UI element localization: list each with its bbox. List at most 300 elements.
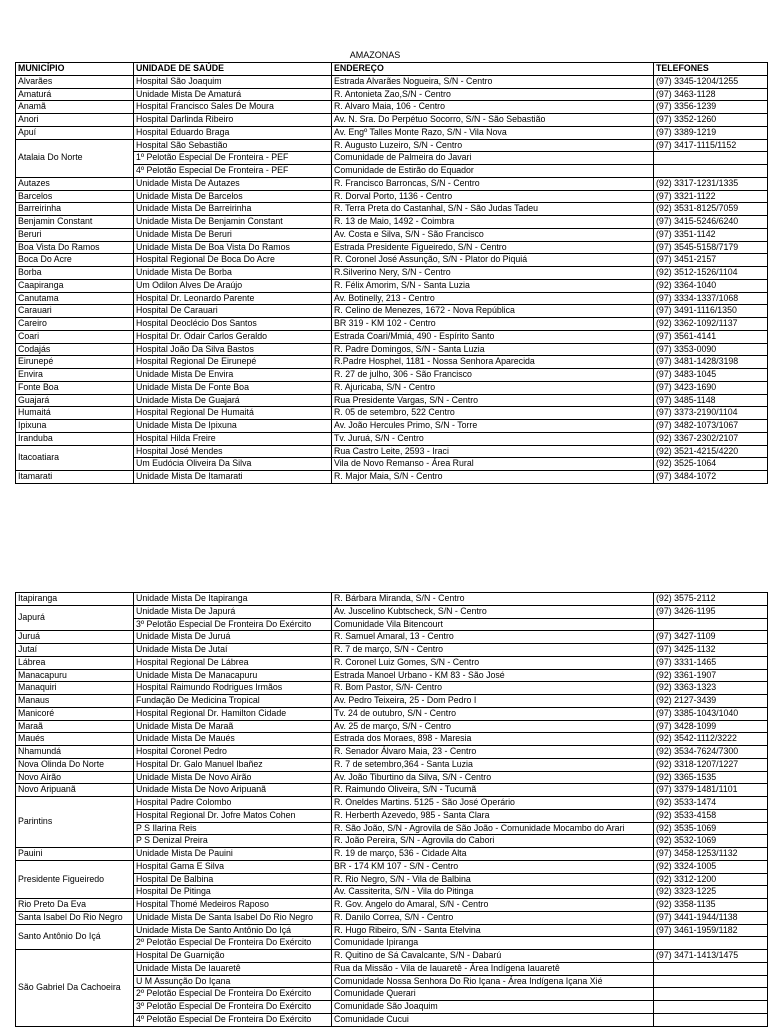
column-header-endereco: ENDEREÇO xyxy=(332,63,654,76)
phone-cell xyxy=(654,988,768,1001)
phone-cell: (97) 3351-1142 xyxy=(654,228,768,241)
address-cell: Vila de Novo Remanso - Área Rural xyxy=(332,458,654,471)
address-cell: R. Herberth Azevedo, 985 - Santa Clara xyxy=(332,809,654,822)
address-cell: R. São João, S/N - Agrovila de São João - Comunidade Mocambo do Arari xyxy=(332,822,654,835)
municipality-cell: Eirunepé xyxy=(16,356,134,369)
health-unit-cell: Unidade Mista De Barreirinha xyxy=(134,203,332,216)
health-unit-cell: Unidade Mista De Novo Aripuanã xyxy=(134,784,332,797)
table-row xyxy=(16,203,768,216)
municipality-cell: Manicoré xyxy=(16,707,134,720)
municipality-cell: Presidente Figueiredo xyxy=(16,860,134,898)
address-cell: R. Raimundo Oliveira, S/N - Tucumã xyxy=(332,784,654,797)
health-unit-cell: Unidade Mista De Manacapuru xyxy=(134,669,332,682)
phone-cell xyxy=(654,1013,768,1026)
table-row xyxy=(16,899,768,912)
address-cell: R. Senador Álvaro Maia, 23 - Centro xyxy=(332,746,654,759)
table-row xyxy=(16,254,768,267)
municipality-cell: Japurá xyxy=(16,605,134,631)
address-cell: R. Oneldes Martins. 5125 - São José Operário xyxy=(332,797,654,810)
phone-cell: (97) 3484-1072 xyxy=(654,471,768,484)
address-cell: R. Major Maia, S/N - Centro xyxy=(332,471,654,484)
table-row xyxy=(16,733,768,746)
municipality-cell: Beruri xyxy=(16,228,134,241)
health-unit-cell: Hospital João Da Silva Bastos xyxy=(134,343,332,356)
phone-cell: (97) 3353-0090 xyxy=(654,343,768,356)
phone-cell: (92) 3323-1225 xyxy=(654,886,768,899)
table-row xyxy=(16,848,768,861)
municipality-cell: Jutaí xyxy=(16,644,134,657)
phone-cell: (92) 3533-4158 xyxy=(654,809,768,822)
table-row xyxy=(16,216,768,229)
table-row xyxy=(16,279,768,292)
address-cell: R. 13 de Maio, 1492 - Coimbra xyxy=(332,216,654,229)
health-unit-cell: 3º Pelotão Especial De Fronteira Do Exército xyxy=(134,1001,332,1014)
table-row xyxy=(16,241,768,254)
health-units-table-2 xyxy=(15,592,768,1027)
health-unit-cell: Unidade Mista De Itapiranga xyxy=(134,593,332,606)
phone-cell: (97) 3423-1690 xyxy=(654,381,768,394)
table-row xyxy=(16,343,768,356)
health-unit-cell: Hospital Regional De Eirunepé xyxy=(134,356,332,369)
table-row xyxy=(16,758,768,771)
health-unit-cell: Unidade Mista De Borba xyxy=(134,267,332,280)
health-unit-cell: Hospital Regional De Lábrea xyxy=(134,656,332,669)
health-unit-cell: Hospital Padre Colombo xyxy=(134,797,332,810)
table-row xyxy=(16,605,768,618)
phone-cell: (97) 3331-1465 xyxy=(654,656,768,669)
health-unit-cell: Hospital De Guarnição xyxy=(134,950,332,963)
health-unit-cell: Hospital Deoclécio Dos Santos xyxy=(134,318,332,331)
address-cell: R. 27 de julho, 306 - São Francisco xyxy=(332,369,654,382)
health-unit-cell: Hospital Regional Dr. Hamilton Cidade xyxy=(134,707,332,720)
phone-cell: (97) 3561-4141 xyxy=(654,330,768,343)
health-unit-cell: Hospital Raimundo Rodrigues Irmãos xyxy=(134,682,332,695)
municipality-cell: Pauini xyxy=(16,848,134,861)
municipality-cell: Itamarati xyxy=(16,471,134,484)
address-cell: R. Dorval Porto, 1136 - Centro xyxy=(332,190,654,203)
table-row xyxy=(16,75,768,88)
address-cell: Av. João Hercules Primo, S/N - Torre xyxy=(332,420,654,433)
phone-cell: (97) 3458-1253/1132 xyxy=(654,848,768,861)
column-header-telefones: TELEFONES xyxy=(654,63,768,76)
municipality-cell: Iranduba xyxy=(16,432,134,445)
municipality-cell: Itapiranga xyxy=(16,593,134,606)
phone-cell: (92) 3365-1535 xyxy=(654,771,768,784)
phone-cell xyxy=(654,152,768,165)
municipality-cell: Lábrea xyxy=(16,656,134,669)
address-cell: Av. Cassiterita, S/N - Vila do Pitinga xyxy=(332,886,654,899)
health-unit-cell: Um Eudócia Oliveira Da Silva xyxy=(134,458,332,471)
table-row xyxy=(16,656,768,669)
phone-cell: (97) 3385-1043/1040 xyxy=(654,707,768,720)
municipality-cell: Boa Vista Do Ramos xyxy=(16,241,134,254)
phone-cell xyxy=(654,165,768,178)
municipality-cell: Ipixuna xyxy=(16,420,134,433)
phone-cell: (92) 2127-3439 xyxy=(654,695,768,708)
phone-cell: (92) 3317-1231/1335 xyxy=(654,177,768,190)
address-cell: Av. N. Sra. Do Perpétuo Socorro, S/N - São Sebastião xyxy=(332,114,654,127)
header-row xyxy=(16,63,768,76)
table-row xyxy=(16,797,768,810)
document-title: AMAZONAS xyxy=(349,50,401,60)
address-cell: Estrada Manoel Urbano - KM 83 - São José xyxy=(332,669,654,682)
phone-cell: (97) 3321-1122 xyxy=(654,190,768,203)
health-unit-cell: Hospital Regional De Boca Do Acre xyxy=(134,254,332,267)
table-row xyxy=(16,190,768,203)
phone-cell: (97) 3428-1099 xyxy=(654,720,768,733)
health-unit-cell: Hospital Regional De Humaitá xyxy=(134,407,332,420)
address-cell: R. 05 de setembro, 522 Centro xyxy=(332,407,654,420)
table-row xyxy=(16,644,768,657)
address-cell: Comunidade Nossa Senhora Do Rio Içana - Área Indígena Içana Xié xyxy=(332,975,654,988)
address-cell: R. Bárbara Miranda, S/N - Centro xyxy=(332,593,654,606)
health-unit-cell: Hospital Coronel Pedro xyxy=(134,746,332,759)
address-cell: Comunidade São Joaquim xyxy=(332,1001,654,1014)
health-unit-cell: U M Assunção Do Içana xyxy=(134,975,332,988)
health-unit-cell: Hospital Francisco Sales De Moura xyxy=(134,101,332,114)
municipality-cell: Novo Airão xyxy=(16,771,134,784)
address-cell: R. Félix Amorim, S/N - Santa Luzia xyxy=(332,279,654,292)
table-row xyxy=(16,88,768,101)
table-row xyxy=(16,950,768,963)
address-cell: Comunidade Vila Bitencourt xyxy=(332,618,654,631)
address-cell: Comunidade de Palmeira do Javari xyxy=(332,152,654,165)
table-row xyxy=(16,771,768,784)
health-unit-cell: 1º Pelotão Especial De Fronteira - PEF xyxy=(134,152,332,165)
address-cell: Estrada Presidente Figueiredo, S/N - Centro xyxy=(332,241,654,254)
address-cell: Estrada dos Moraes, 898 - Maresia xyxy=(332,733,654,746)
table-row xyxy=(16,471,768,484)
health-unit-cell: Um Odilon Alves De Araújo xyxy=(134,279,332,292)
address-cell: R. Quitino de Sá Cavalcante, S/N - Dabarú xyxy=(332,950,654,963)
table-row xyxy=(16,126,768,139)
phone-cell: (97) 3379-1481/1101 xyxy=(654,784,768,797)
address-cell: Estrada Coari/Mmiá, 490 - Espírito Santo xyxy=(332,330,654,343)
health-unit-cell: Unidade Mista De Iauaretê xyxy=(134,962,332,975)
health-unit-cell: 4º Pelotão Especial De Fronteira Do Exército xyxy=(134,1013,332,1026)
health-unit-cell: 2º Pelotão Especial De Fronteira Do Exército xyxy=(134,937,332,950)
table-row xyxy=(16,407,768,420)
phone-cell: (97) 3345-1204/1255 xyxy=(654,75,768,88)
phone-cell: (92) 3364-1040 xyxy=(654,279,768,292)
health-unit-cell: 2º Pelotão Especial De Fronteira Do Exército xyxy=(134,988,332,1001)
municipality-cell: Santo Antônio Do Içá xyxy=(16,924,134,950)
phone-cell: (92) 3532-1069 xyxy=(654,835,768,848)
phone-cell: (97) 3417-1115/1152 xyxy=(654,139,768,152)
table-row xyxy=(16,432,768,445)
phone-cell: (97) 3545-5158/7179 xyxy=(654,241,768,254)
address-cell: R. Celino de Menezes, 1672 - Nova República xyxy=(332,305,654,318)
health-unit-cell: 3º Pelotão Especial De Fronteira Do Exército xyxy=(134,618,332,631)
phone-cell: (92) 3363-1323 xyxy=(654,682,768,695)
health-unit-cell: Unidade Mista De Novo Airão xyxy=(134,771,332,784)
health-unit-cell: Unidade Mista De Amaturá xyxy=(134,88,332,101)
phone-cell: (97) 3373-2190/1104 xyxy=(654,407,768,420)
health-unit-cell: P S Ilarina Reis xyxy=(134,822,332,835)
health-units-table-1 xyxy=(15,62,768,484)
table-row xyxy=(16,114,768,127)
address-cell: R. João Pereira, S/N - Agrovila do Cabori xyxy=(332,835,654,848)
phone-cell xyxy=(654,975,768,988)
phone-cell: (92) 3521-4215/4220 xyxy=(654,445,768,458)
health-unit-cell: Hospital Darlinda Ribeiro xyxy=(134,114,332,127)
municipality-cell: Canutama xyxy=(16,292,134,305)
address-cell: R. Augusto Luzeiro, S/N - Centro xyxy=(332,139,654,152)
phone-cell xyxy=(654,1001,768,1014)
municipality-cell: Careiro xyxy=(16,318,134,331)
health-unit-cell: Unidade Mista De Maués xyxy=(134,733,332,746)
address-cell: Comunidade de Estirão do Equador xyxy=(332,165,654,178)
health-unit-cell: Hospital De Balbina xyxy=(134,873,332,886)
phone-cell: (97) 3426-1195 xyxy=(654,605,768,618)
phone-cell: (97) 3491-1116/1350 xyxy=(654,305,768,318)
health-unit-cell: Hospital Hilda Freire xyxy=(134,432,332,445)
health-unit-cell: Hospital De Pitinga xyxy=(134,886,332,899)
municipality-cell: Autazes xyxy=(16,177,134,190)
phone-cell: (97) 3461-1959/1182 xyxy=(654,924,768,937)
municipality-cell: Benjamin Constant xyxy=(16,216,134,229)
address-cell: R. Padre Domingos, S/N - Santa Luzia xyxy=(332,343,654,356)
address-cell: Av. Botinelly, 213 - Centro xyxy=(332,292,654,305)
address-cell: Comunidade Cucui xyxy=(332,1013,654,1026)
address-cell: Comunidade Ipiranga xyxy=(332,937,654,950)
address-cell: Av. Juscelino Kubtscheck, S/N - Centro xyxy=(332,605,654,618)
municipality-cell: Caapiranga xyxy=(16,279,134,292)
address-cell: R. 19 de março, 536 - Cidade Alta xyxy=(332,848,654,861)
municipality-cell: Barreirinha xyxy=(16,203,134,216)
phone-cell: (97) 3356-1239 xyxy=(654,101,768,114)
phone-cell: (97) 3471-1413/1475 xyxy=(654,950,768,963)
table-row xyxy=(16,381,768,394)
address-cell: R.Silverino Nery, S/N - Centro xyxy=(332,267,654,280)
phone-cell: (92) 3542-1112/3222 xyxy=(654,733,768,746)
phone-cell: (92) 3358-1135 xyxy=(654,899,768,912)
health-unit-cell: Unidade Mista De Japurá xyxy=(134,605,332,618)
phone-cell: (97) 3334-1337/1068 xyxy=(654,292,768,305)
health-unit-cell: Hospital São Sebastião xyxy=(134,139,332,152)
phone-cell: (97) 3481-1428/3198 xyxy=(654,356,768,369)
table-row xyxy=(16,445,768,458)
address-cell: R. Bom Pastor, S/N- Centro xyxy=(332,682,654,695)
address-cell: R. 7 de setembro,364 - Santa Luzia xyxy=(332,758,654,771)
health-unit-cell: Unidade Mista De Santa Isabel Do Rio Negro xyxy=(134,911,332,924)
phone-cell: (92) 3525-1064 xyxy=(654,458,768,471)
health-unit-cell: Unidade Mista De Itamarati xyxy=(134,471,332,484)
phone-cell: (92) 3361-1907 xyxy=(654,669,768,682)
address-cell: R. Coronel Luiz Gomes, S/N - Centro xyxy=(332,656,654,669)
address-cell: R. Danilo Correa, S/N - Centro xyxy=(332,911,654,924)
phone-cell: (92) 3362-1092/1137 xyxy=(654,318,768,331)
municipality-cell: Barcelos xyxy=(16,190,134,203)
table-row xyxy=(16,356,768,369)
health-unit-cell: Unidade Mista De Santo Antônio Do Içá xyxy=(134,924,332,937)
column-header-unidade: UNIDADE DE SAÚDE xyxy=(134,63,332,76)
municipality-cell: São Gabriel Da Cachoeira xyxy=(16,950,134,1027)
address-cell: R. Gov. Angelo do Amaral, S/N - Centro xyxy=(332,899,654,912)
table-row xyxy=(16,707,768,720)
address-cell: BR 319 - KM 102 - Centro xyxy=(332,318,654,331)
municipality-cell: Anori xyxy=(16,114,134,127)
address-cell: R. Coronel José Assunção, S/N - Plator do Piquiá xyxy=(332,254,654,267)
phone-cell: (97) 3482-1073/1067 xyxy=(654,420,768,433)
municipality-cell: Manacapuru xyxy=(16,669,134,682)
address-cell: R. Samuel Amaral, 13 - Centro xyxy=(332,631,654,644)
address-cell: Estrada Alvarães Nogueira, S/N - Centro xyxy=(332,75,654,88)
health-unit-cell: Unidade Mista De Beruri xyxy=(134,228,332,241)
municipality-cell: Novo Aripuanã xyxy=(16,784,134,797)
address-cell: Tv. 24 de outubro, S/N - Centro xyxy=(332,707,654,720)
phone-cell: (97) 3352-1260 xyxy=(654,114,768,127)
address-cell: R.Padre Hosphel, 1181 - Nossa Senhora Aparecida xyxy=(332,356,654,369)
table-row xyxy=(16,267,768,280)
table-row xyxy=(16,305,768,318)
health-unit-cell: Unidade Mista De Maraã xyxy=(134,720,332,733)
municipality-cell: Amaturá xyxy=(16,88,134,101)
table-row xyxy=(16,593,768,606)
phone-cell xyxy=(654,618,768,631)
table-row xyxy=(16,924,768,937)
table-row xyxy=(16,292,768,305)
health-unit-cell: Unidade Mista De Fonte Boa xyxy=(134,381,332,394)
address-cell: R. Antonieta Zao,S/N - Centro xyxy=(332,88,654,101)
health-unit-cell: Unidade Mista De Guajará xyxy=(134,394,332,407)
health-unit-cell: Unidade Mista De Benjamin Constant xyxy=(134,216,332,229)
address-cell: Rua Castro Leite, 2593 - Iraci xyxy=(332,445,654,458)
address-cell: Rua Presidente Vargas, S/N - Centro xyxy=(332,394,654,407)
address-cell: R. Francisco Barroncas, S/N - Centro xyxy=(332,177,654,190)
phone-cell: (92) 3534-7624/7300 xyxy=(654,746,768,759)
phone-cell: (97) 3441-1944/1138 xyxy=(654,911,768,924)
municipality-cell: Fonte Boa xyxy=(16,381,134,394)
municipality-cell: Apuí xyxy=(16,126,134,139)
table-row xyxy=(16,746,768,759)
phone-cell: (97) 3463-1128 xyxy=(654,88,768,101)
phone-cell: (92) 3367-2302/2107 xyxy=(654,432,768,445)
health-unit-cell: Unidade Mista De Juruá xyxy=(134,631,332,644)
phone-cell: (92) 3512-1526/1104 xyxy=(654,267,768,280)
table-row xyxy=(16,631,768,644)
table-row xyxy=(16,669,768,682)
table-row xyxy=(16,330,768,343)
phone-cell: (92) 3312-1200 xyxy=(654,873,768,886)
address-cell: Av. João Tiburtino da Silva, S/N - Centro xyxy=(332,771,654,784)
table-row xyxy=(16,860,768,873)
health-unit-cell: Unidade Mista De Envira xyxy=(134,369,332,382)
municipality-cell: Manaus xyxy=(16,695,134,708)
health-unit-cell: P S Denizal Preira xyxy=(134,835,332,848)
health-unit-cell: Unidade Mista De Autazes xyxy=(134,177,332,190)
table-row xyxy=(16,911,768,924)
municipality-cell: Boca Do Acre xyxy=(16,254,134,267)
municipality-cell: Juruá xyxy=(16,631,134,644)
municipality-cell: Carauari xyxy=(16,305,134,318)
table-row xyxy=(16,139,768,152)
health-unit-cell: Hospital Dr. Odair Carlos Geraldo xyxy=(134,330,332,343)
address-cell: R. Rio Negro, S/N - Vila de Balbina xyxy=(332,873,654,886)
municipality-cell: Rio Preto Da Eva xyxy=(16,899,134,912)
phone-cell: (97) 3483-1045 xyxy=(654,369,768,382)
phone-cell: (92) 3531-8125/7059 xyxy=(654,203,768,216)
municipality-cell: Maraã xyxy=(16,720,134,733)
address-cell: R. Ajuricaba, S/N - Centro xyxy=(332,381,654,394)
municipality-cell: Envira xyxy=(16,369,134,382)
phone-cell: (92) 3533-1474 xyxy=(654,797,768,810)
health-unit-cell: Hospital José Mendes xyxy=(134,445,332,458)
table-row xyxy=(16,228,768,241)
health-unit-cell: Hospital Dr. Galo Manuel Ibañez xyxy=(134,758,332,771)
phone-cell: (92) 3535-1069 xyxy=(654,822,768,835)
health-unit-cell: Hospital Thomé Medeiros Raposo xyxy=(134,899,332,912)
health-unit-cell: Hospital Eduardo Braga xyxy=(134,126,332,139)
phone-cell xyxy=(654,937,768,950)
address-cell: Tv. Juruá, S/N - Centro xyxy=(332,432,654,445)
municipality-cell: Itacoatiara xyxy=(16,445,134,471)
phone-cell: (97) 3415-5246/6240 xyxy=(654,216,768,229)
address-cell: BR - 174 KM 107 - S/N - Centro xyxy=(332,860,654,873)
address-cell: Av. 25 de março, S/N - Centro xyxy=(332,720,654,733)
health-unit-cell: Unidade Mista De Ipixuna xyxy=(134,420,332,433)
phone-cell: (97) 3425-1132 xyxy=(654,644,768,657)
municipality-cell: Guajará xyxy=(16,394,134,407)
phone-cell: (97) 3427-1109 xyxy=(654,631,768,644)
phone-cell: (97) 3451-2157 xyxy=(654,254,768,267)
municipality-cell: Nhamundá xyxy=(16,746,134,759)
municipality-cell: Atalaia Do Norte xyxy=(16,139,134,177)
address-cell: Av. Costa e Silva, S/N - São Francisco xyxy=(332,228,654,241)
municipality-cell: Parintins xyxy=(16,797,134,848)
table-row xyxy=(16,682,768,695)
health-unit-cell: Unidade Mista De Jutaí xyxy=(134,644,332,657)
health-unit-cell: Hospital Dr. Leonardo Parente xyxy=(134,292,332,305)
health-unit-cell: Hospital De Carauari xyxy=(134,305,332,318)
municipality-cell: Alvarães xyxy=(16,75,134,88)
municipality-cell: Coari xyxy=(16,330,134,343)
address-cell: R. Hugo Ribeiro, S/N - Santa Etelvina xyxy=(332,924,654,937)
municipality-cell: Codajás xyxy=(16,343,134,356)
table-row xyxy=(16,177,768,190)
municipality-cell: Maués xyxy=(16,733,134,746)
table-row xyxy=(16,695,768,708)
table-row xyxy=(16,784,768,797)
address-cell: Av. Engº Talles Monte Razo, S/N - Vila Nova xyxy=(332,126,654,139)
address-cell: Av. Pedro Teixeira, 25 - Dom Pedro I xyxy=(332,695,654,708)
address-cell: R. 7 de março, S/N - Centro xyxy=(332,644,654,657)
phone-cell: (97) 3485-1148 xyxy=(654,394,768,407)
municipality-cell: Borba xyxy=(16,267,134,280)
table-row xyxy=(16,720,768,733)
address-cell: Rua da Missão - Vila de Iauaretê - Área Indígena Iauaretê xyxy=(332,962,654,975)
address-cell: R. Terra Preta do Castanhal, S/N - São Judas Tadeu xyxy=(332,203,654,216)
address-cell: Comunidade Querari xyxy=(332,988,654,1001)
table-row xyxy=(16,318,768,331)
municipality-cell: Humaitá xyxy=(16,407,134,420)
table-row xyxy=(16,394,768,407)
municipality-cell: Manaquiri xyxy=(16,682,134,695)
health-unit-cell: Fundação De Medicina Tropical xyxy=(134,695,332,708)
health-unit-cell: Hospital Regional Dr. Jofre Matos Cohen xyxy=(134,809,332,822)
phone-cell: (92) 3575-2112 xyxy=(654,593,768,606)
phone-cell: (92) 3318-1207/1227 xyxy=(654,758,768,771)
health-unit-cell: Hospital Gama E Silva xyxy=(134,860,332,873)
phone-cell: (97) 3389-1219 xyxy=(654,126,768,139)
municipality-cell: Santa Isabel Do Rio Negro xyxy=(16,911,134,924)
phone-cell: (92) 3324-1005 xyxy=(654,860,768,873)
column-header-municipio: MUNICÍPIO xyxy=(16,63,134,76)
table-row xyxy=(16,369,768,382)
health-unit-cell: Unidade Mista De Boa Vista Do Ramos xyxy=(134,241,332,254)
phone-cell xyxy=(654,962,768,975)
municipality-cell: Anamã xyxy=(16,101,134,114)
